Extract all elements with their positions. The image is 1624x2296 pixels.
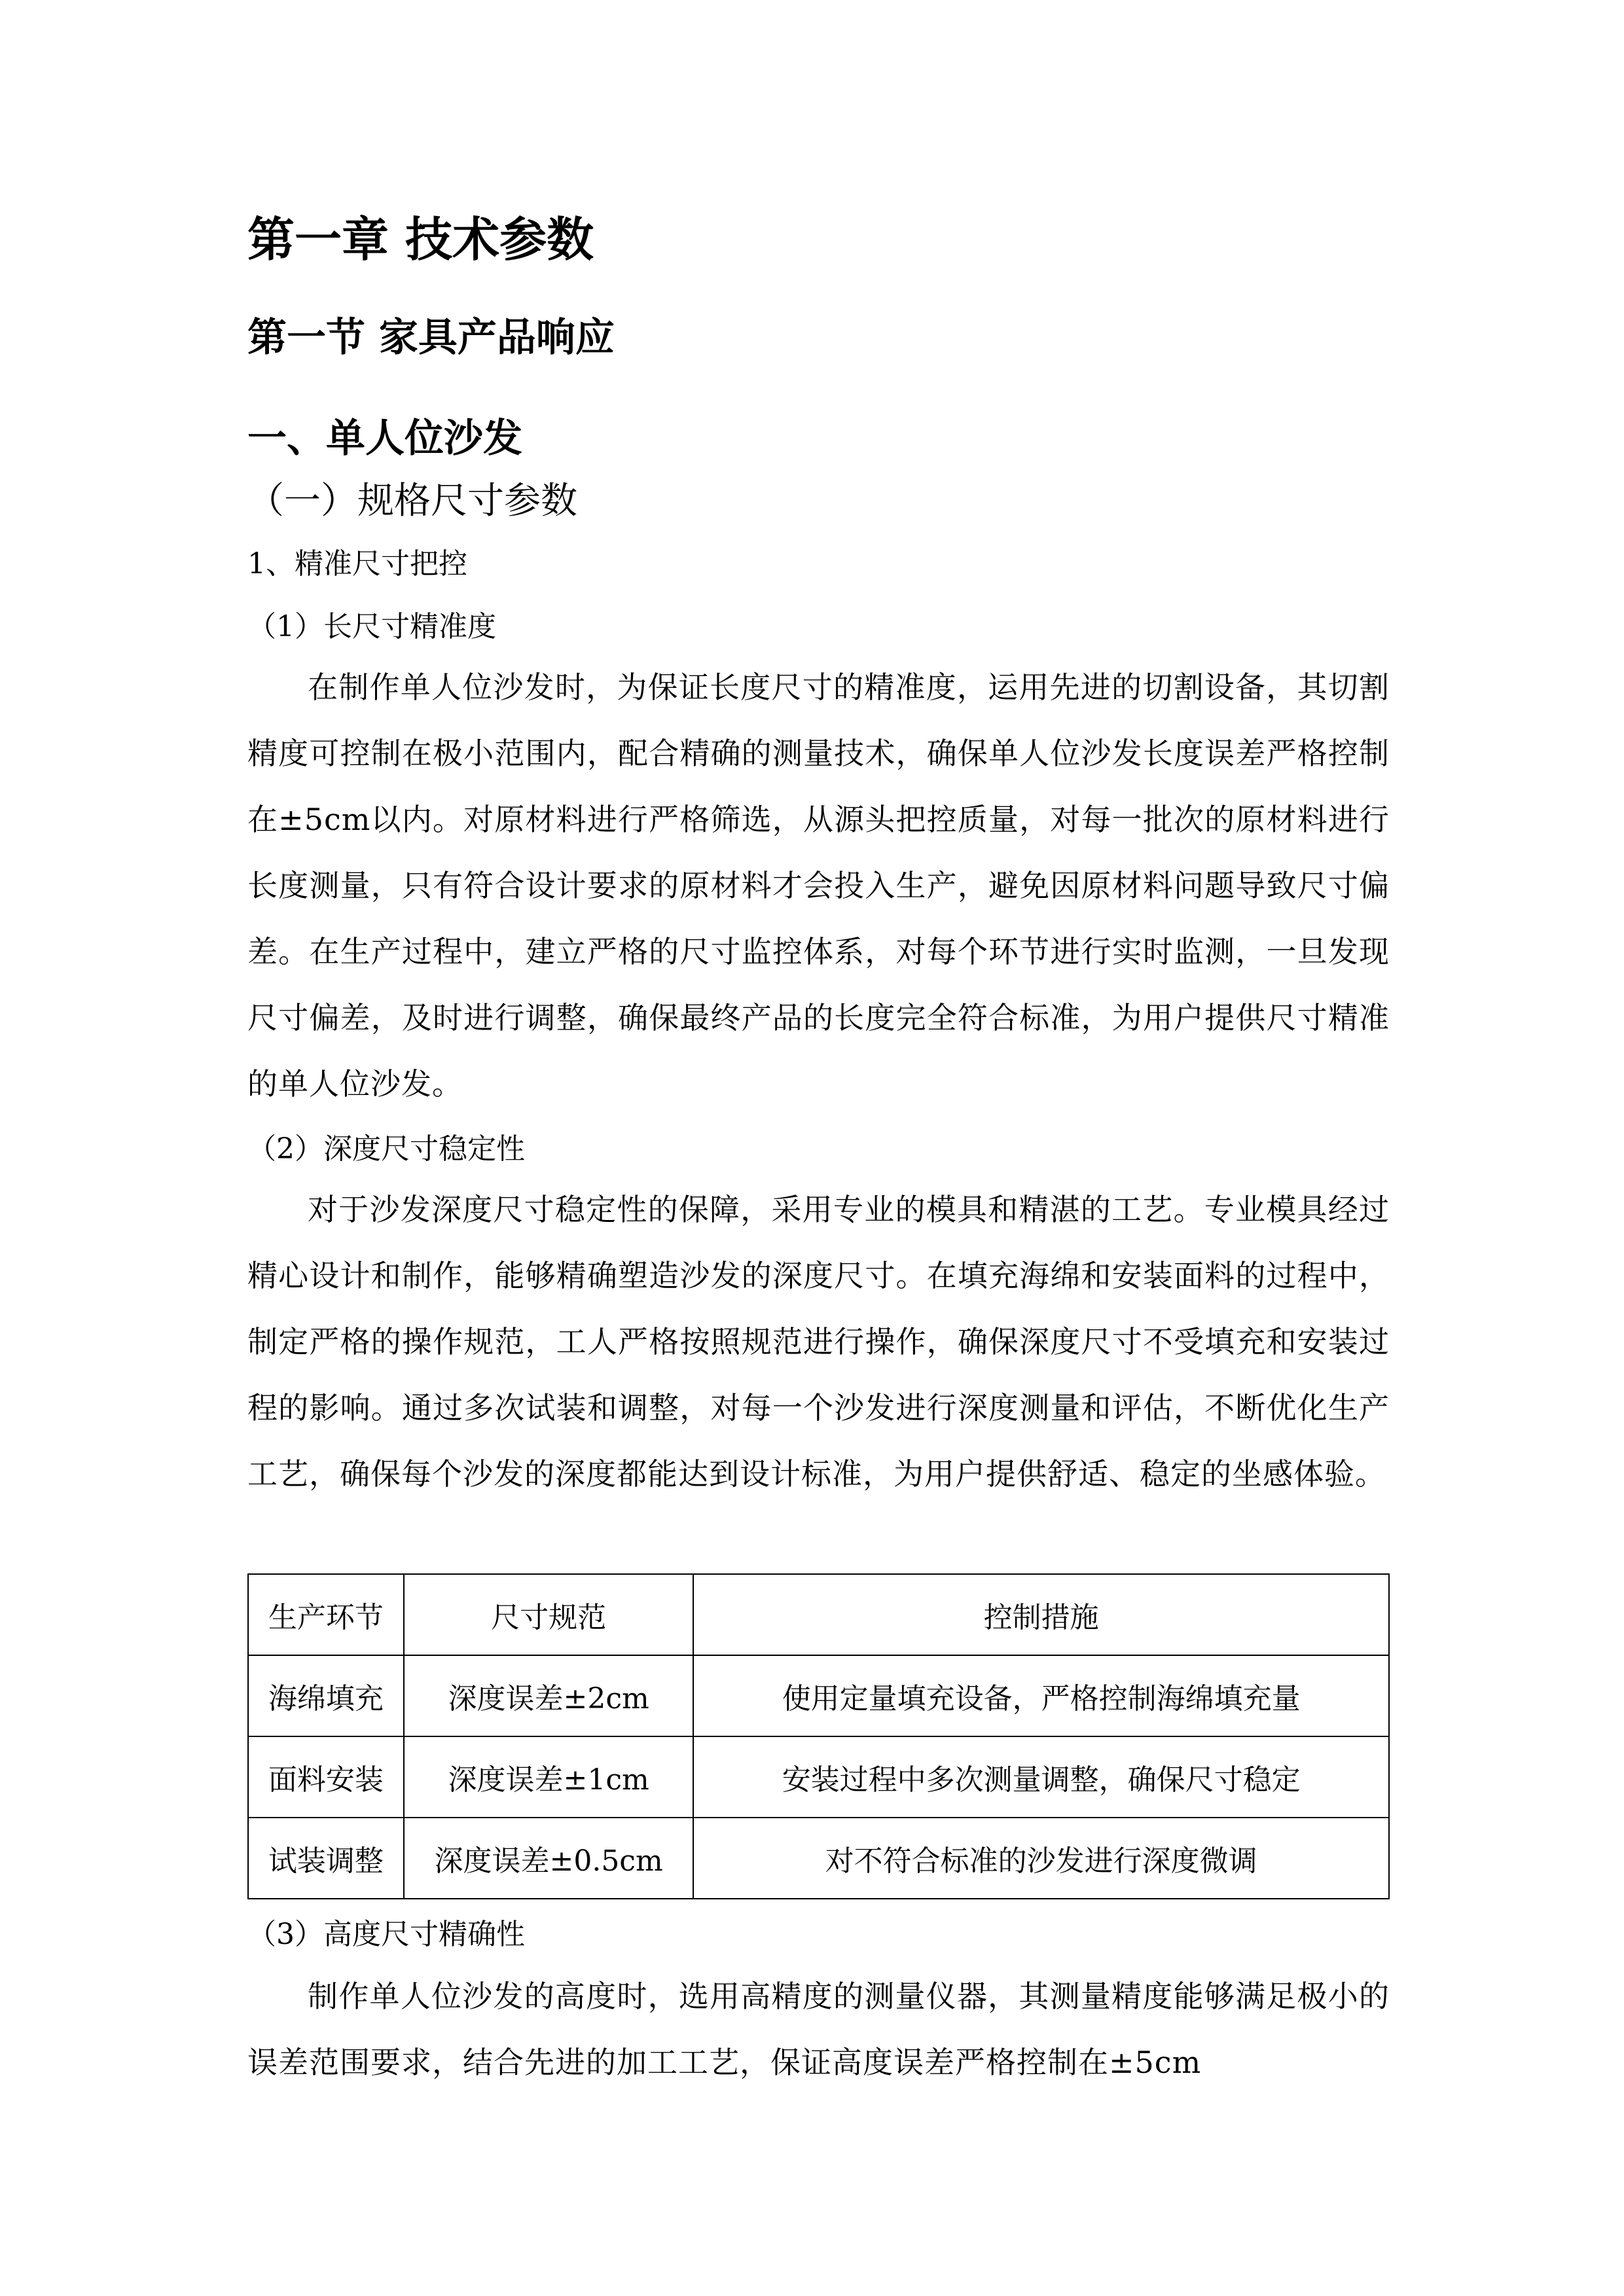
document-page (247, 0, 1390, 2296)
table-cell: 使用定量填充设备，严格控制海绵填充量 (693, 1655, 1389, 1736)
chapter-title: 第一章 技术参数 (247, 212, 594, 267)
table-cell: 面料安装 (248, 1736, 404, 1818)
subsection-heading-3: （3）高度尺寸精确性 (247, 1918, 525, 1951)
spec-table (247, 1573, 1390, 1899)
item-title: 一、单人位沙发 (247, 416, 522, 461)
table-cell: 安装过程中多次测量调整，确保尺寸稳定 (693, 1736, 1389, 1818)
table-row (248, 1655, 1389, 1736)
subsection-heading-1: （1）长尺寸精准度 (247, 610, 496, 643)
table-header-cell: 尺寸规范 (404, 1574, 694, 1655)
table-cell: 深度误差±2cm (404, 1655, 694, 1736)
subsection-paragraph-3: 制作单人位沙发的高度时，选用高精度的测量仪器，其测量精度能够满足极小的误差范围要求，结合先进的加工工艺，保证高度误差严格控制在±5cm (247, 1979, 1390, 2080)
table-header-row (248, 1574, 1389, 1655)
table-cell: 海绵填充 (248, 1655, 404, 1736)
subsection-paragraph-1: 在制作单人位沙发时，为保证长度尺寸的精准度，运用先进的切割设备，其切割精度可控制在极小范围内，配合精确的测量技术，确保单人位沙发长度误差严格控制在±5cm以内。对原材料进行严格筛选，从源头把控质量，对每一批次的原材料进行长度测量，只有符合设计要求的原材料才会投入生产，避免因原材料问题导致尺寸偏差。在生产过程中，建立严格的尺寸监控体系，对每个环节进行实时监测，一旦发现尺寸偏差，及时进行调整，确保最终产品的长度完全符合标准，为用户提供尺寸精准的单人位沙发。 (247, 670, 1390, 1102)
subsection-heading-2: （2）深度尺寸稳定性 (247, 1132, 525, 1166)
table-row (248, 1818, 1389, 1899)
section-title: 第一节 家具产品响应 (247, 315, 615, 361)
table-cell: 深度误差±0.5cm (404, 1818, 694, 1899)
table-cell: 对不符合标准的沙发进行深度微调 (693, 1818, 1389, 1899)
table-row (248, 1736, 1389, 1818)
table-cell: 试装调整 (248, 1818, 404, 1899)
point-title: 1、精准尺寸把控 (247, 547, 467, 581)
table-header-cell: 控制措施 (693, 1574, 1389, 1655)
subsection-paragraph-2: 对于沙发深度尺寸稳定性的保障，采用专业的模具和精湛的工艺。专业模具经过精心设计和制作，能够精确塑造沙发的深度尺寸。在填充海绵和安装面料的过程中，制定严格的操作规范，工人严格按照规范进行操作，确保深度尺寸不受填充和安装过程的影响。通过多次试装和调整，对每一个沙发进行深度测量和评估，不断优化生产工艺，确保每个沙发的深度都能达到设计标准，为用户提供舒适、稳定的坐感体验。 (247, 1192, 1390, 1492)
table-cell: 深度误差±1cm (404, 1736, 694, 1818)
sub-title: （一）规格尺寸参数 (247, 480, 577, 522)
table-header-cell: 生产环节 (248, 1574, 404, 1655)
